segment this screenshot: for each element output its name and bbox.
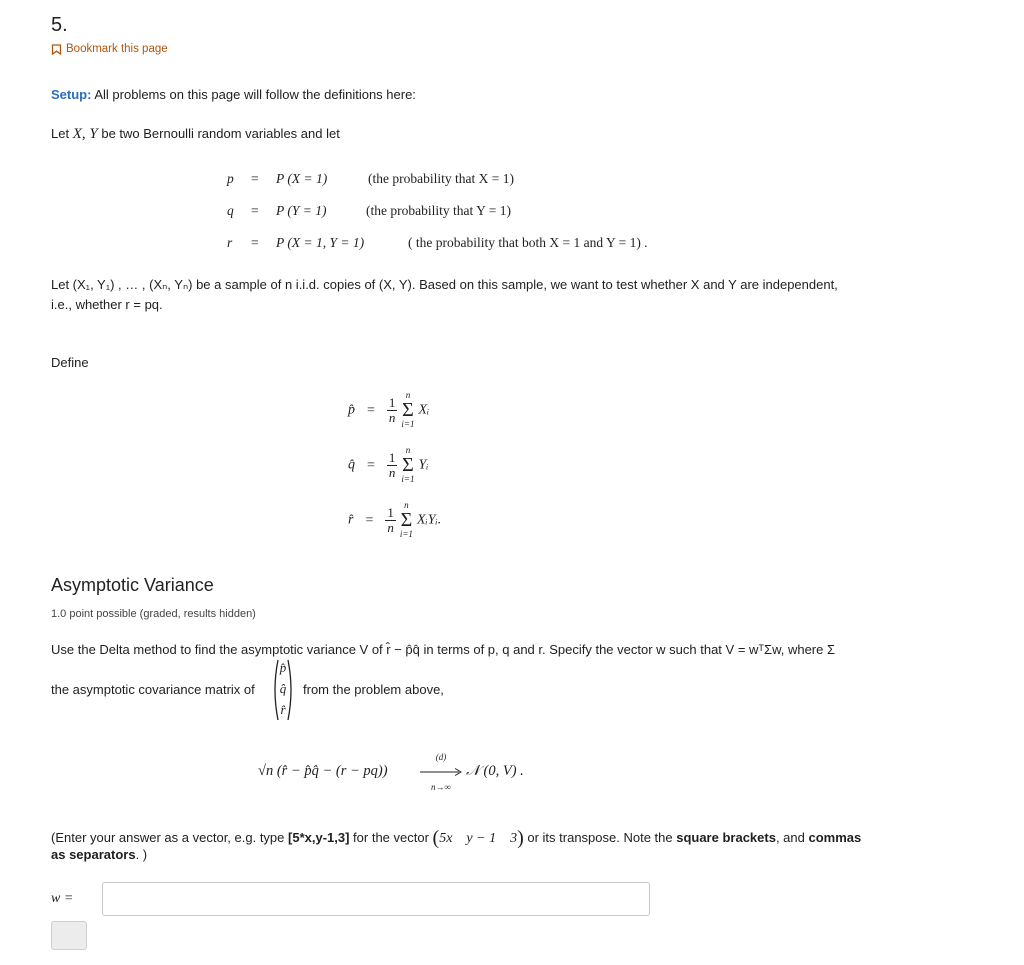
hint-text: (Enter your answer as a vector, e.g. type (51, 830, 289, 845)
sample-line-1: Let (X₁, Y₁) , … , (Xₙ, Yₙ) be a sample of n i.i.d. copies of (X, Y). Based on this sample, we want to test whether X and Y are independent, (51, 277, 838, 292)
est-lhs: q̂ (348, 457, 355, 473)
est-lhs: p̂ (348, 402, 355, 418)
intro-vars: X, Y (72, 126, 98, 142)
estimator-vector (272, 658, 294, 722)
submit-button[interactable] (51, 921, 87, 950)
sum-symbol: n Σ i=1 (401, 390, 415, 429)
est-fraction (385, 506, 396, 534)
points-info: 1.0 point possible (graded, results hidden) (51, 608, 256, 620)
est-fraction (387, 451, 398, 479)
intro-prefix: Let (51, 126, 70, 141)
frac-den: n (387, 519, 394, 535)
arrow-label-top: (d) (435, 752, 447, 762)
def-lhs: p (227, 171, 234, 186)
frac-num: 1 (388, 394, 396, 410)
hint-text: for the vector (349, 830, 433, 845)
subproblem-title: Asymptotic Variance (51, 575, 214, 595)
sum-upper: n (405, 390, 411, 400)
est-lhs: r̂ (348, 512, 354, 528)
frac-den: n (388, 409, 396, 425)
hint-text: , and (775, 830, 809, 845)
vector-entry: q̂ (279, 681, 287, 696)
sum-upper: n (405, 445, 411, 455)
hint-example: [5*x,y-1,3] (288, 830, 350, 845)
sum-lower: i=1 (401, 419, 415, 429)
definition-p (227, 171, 234, 187)
def-rhs: P (X = 1) (276, 171, 328, 186)
sum-lower: i=1 (401, 474, 415, 484)
right-paren: ) (517, 827, 524, 849)
def-eq: = (251, 171, 259, 186)
question-number: 5. (51, 14, 68, 36)
intro-line (51, 126, 340, 143)
setup-text: All problems on this page will follow the definitions here: (94, 87, 416, 102)
setup-line (51, 87, 416, 102)
hint-text: or its transpose. Note the (523, 830, 677, 845)
frac-num: 1 (387, 504, 394, 520)
hint-line-1 (51, 827, 861, 850)
vector-entry: p̂ (279, 660, 287, 675)
define-label: Define (51, 355, 89, 370)
hint-bold: square brackets (676, 830, 776, 845)
est-eq: = (367, 457, 375, 473)
est-eq: = (367, 402, 375, 418)
hint-bold: as separators (51, 847, 136, 862)
est-term: Xᵢ (418, 402, 430, 418)
estimator-p-hat (348, 391, 429, 429)
answer-label: w = (51, 891, 74, 906)
frac-den: n (388, 464, 396, 480)
definition-q (227, 203, 234, 219)
frac-num: 1 (388, 449, 396, 465)
est-term: XᵢYᵢ. (416, 512, 442, 528)
sum-upper: n (404, 500, 409, 510)
sample-line-2: i.e., whether r = pq. (51, 297, 163, 312)
def-lhs: q (227, 203, 234, 218)
cov-suffix: from the problem above, (303, 682, 444, 697)
vector-entry: r̂ (280, 702, 286, 717)
def-eq: = (251, 235, 259, 250)
est-term: Yᵢ (418, 457, 429, 473)
convergence-rhs: 𝒩 (0, V) . (466, 763, 524, 779)
bookmark-icon (51, 44, 62, 55)
convergence-arrow (418, 752, 464, 794)
estimator-r-hat (348, 501, 441, 539)
def-rhs: P (X = 1, Y = 1) (276, 235, 365, 250)
answer-input[interactable] (102, 882, 650, 916)
estimator-q-hat (348, 446, 429, 484)
bookmark-button[interactable] (51, 43, 168, 55)
right-arrow-icon (418, 767, 464, 777)
instruction-line: Use the Delta method to find the asymptotic variance V of r̂ − p̂q̂ in terms of p, q and r. Specify the vector w such that V = wᵀΣw, where Σ (51, 642, 836, 657)
def-note: ( the probability that both X = 1 and Y = 1) . (408, 235, 648, 250)
bookmark-label: Bookmark this page (66, 43, 168, 55)
setup-label: Setup: (51, 87, 92, 102)
hint-bold: commas (808, 830, 862, 845)
arrow-label-bottom: n→∞ (431, 782, 451, 792)
intro-suffix: be two Bernoulli random variables and let (101, 126, 340, 141)
est-fraction (387, 396, 398, 424)
def-eq: = (251, 203, 259, 218)
hint-text: . ) (135, 847, 148, 862)
def-note: (the probability that X = 1) (368, 171, 514, 186)
cov-prefix: the asymptotic covariance matrix of (51, 682, 255, 697)
left-paren: ( (432, 827, 440, 849)
hint-vector: 5x y − 1 3 (439, 831, 518, 846)
sum-symbol: n Σ i=1 (401, 445, 415, 484)
hint-line-2 (51, 847, 147, 862)
def-note: (the probability that Y = 1) (366, 203, 511, 218)
sum-symbol: n Σ i=1 (399, 500, 413, 539)
sum-lower: i=1 (399, 529, 413, 539)
def-rhs: P (Y = 1) (276, 203, 327, 218)
def-lhs: r (227, 235, 233, 250)
convergence-lhs: √n (r̂ − p̂q̂ − (r − pq)) (258, 763, 388, 779)
definition-r (227, 235, 232, 251)
est-eq: = (365, 512, 374, 528)
